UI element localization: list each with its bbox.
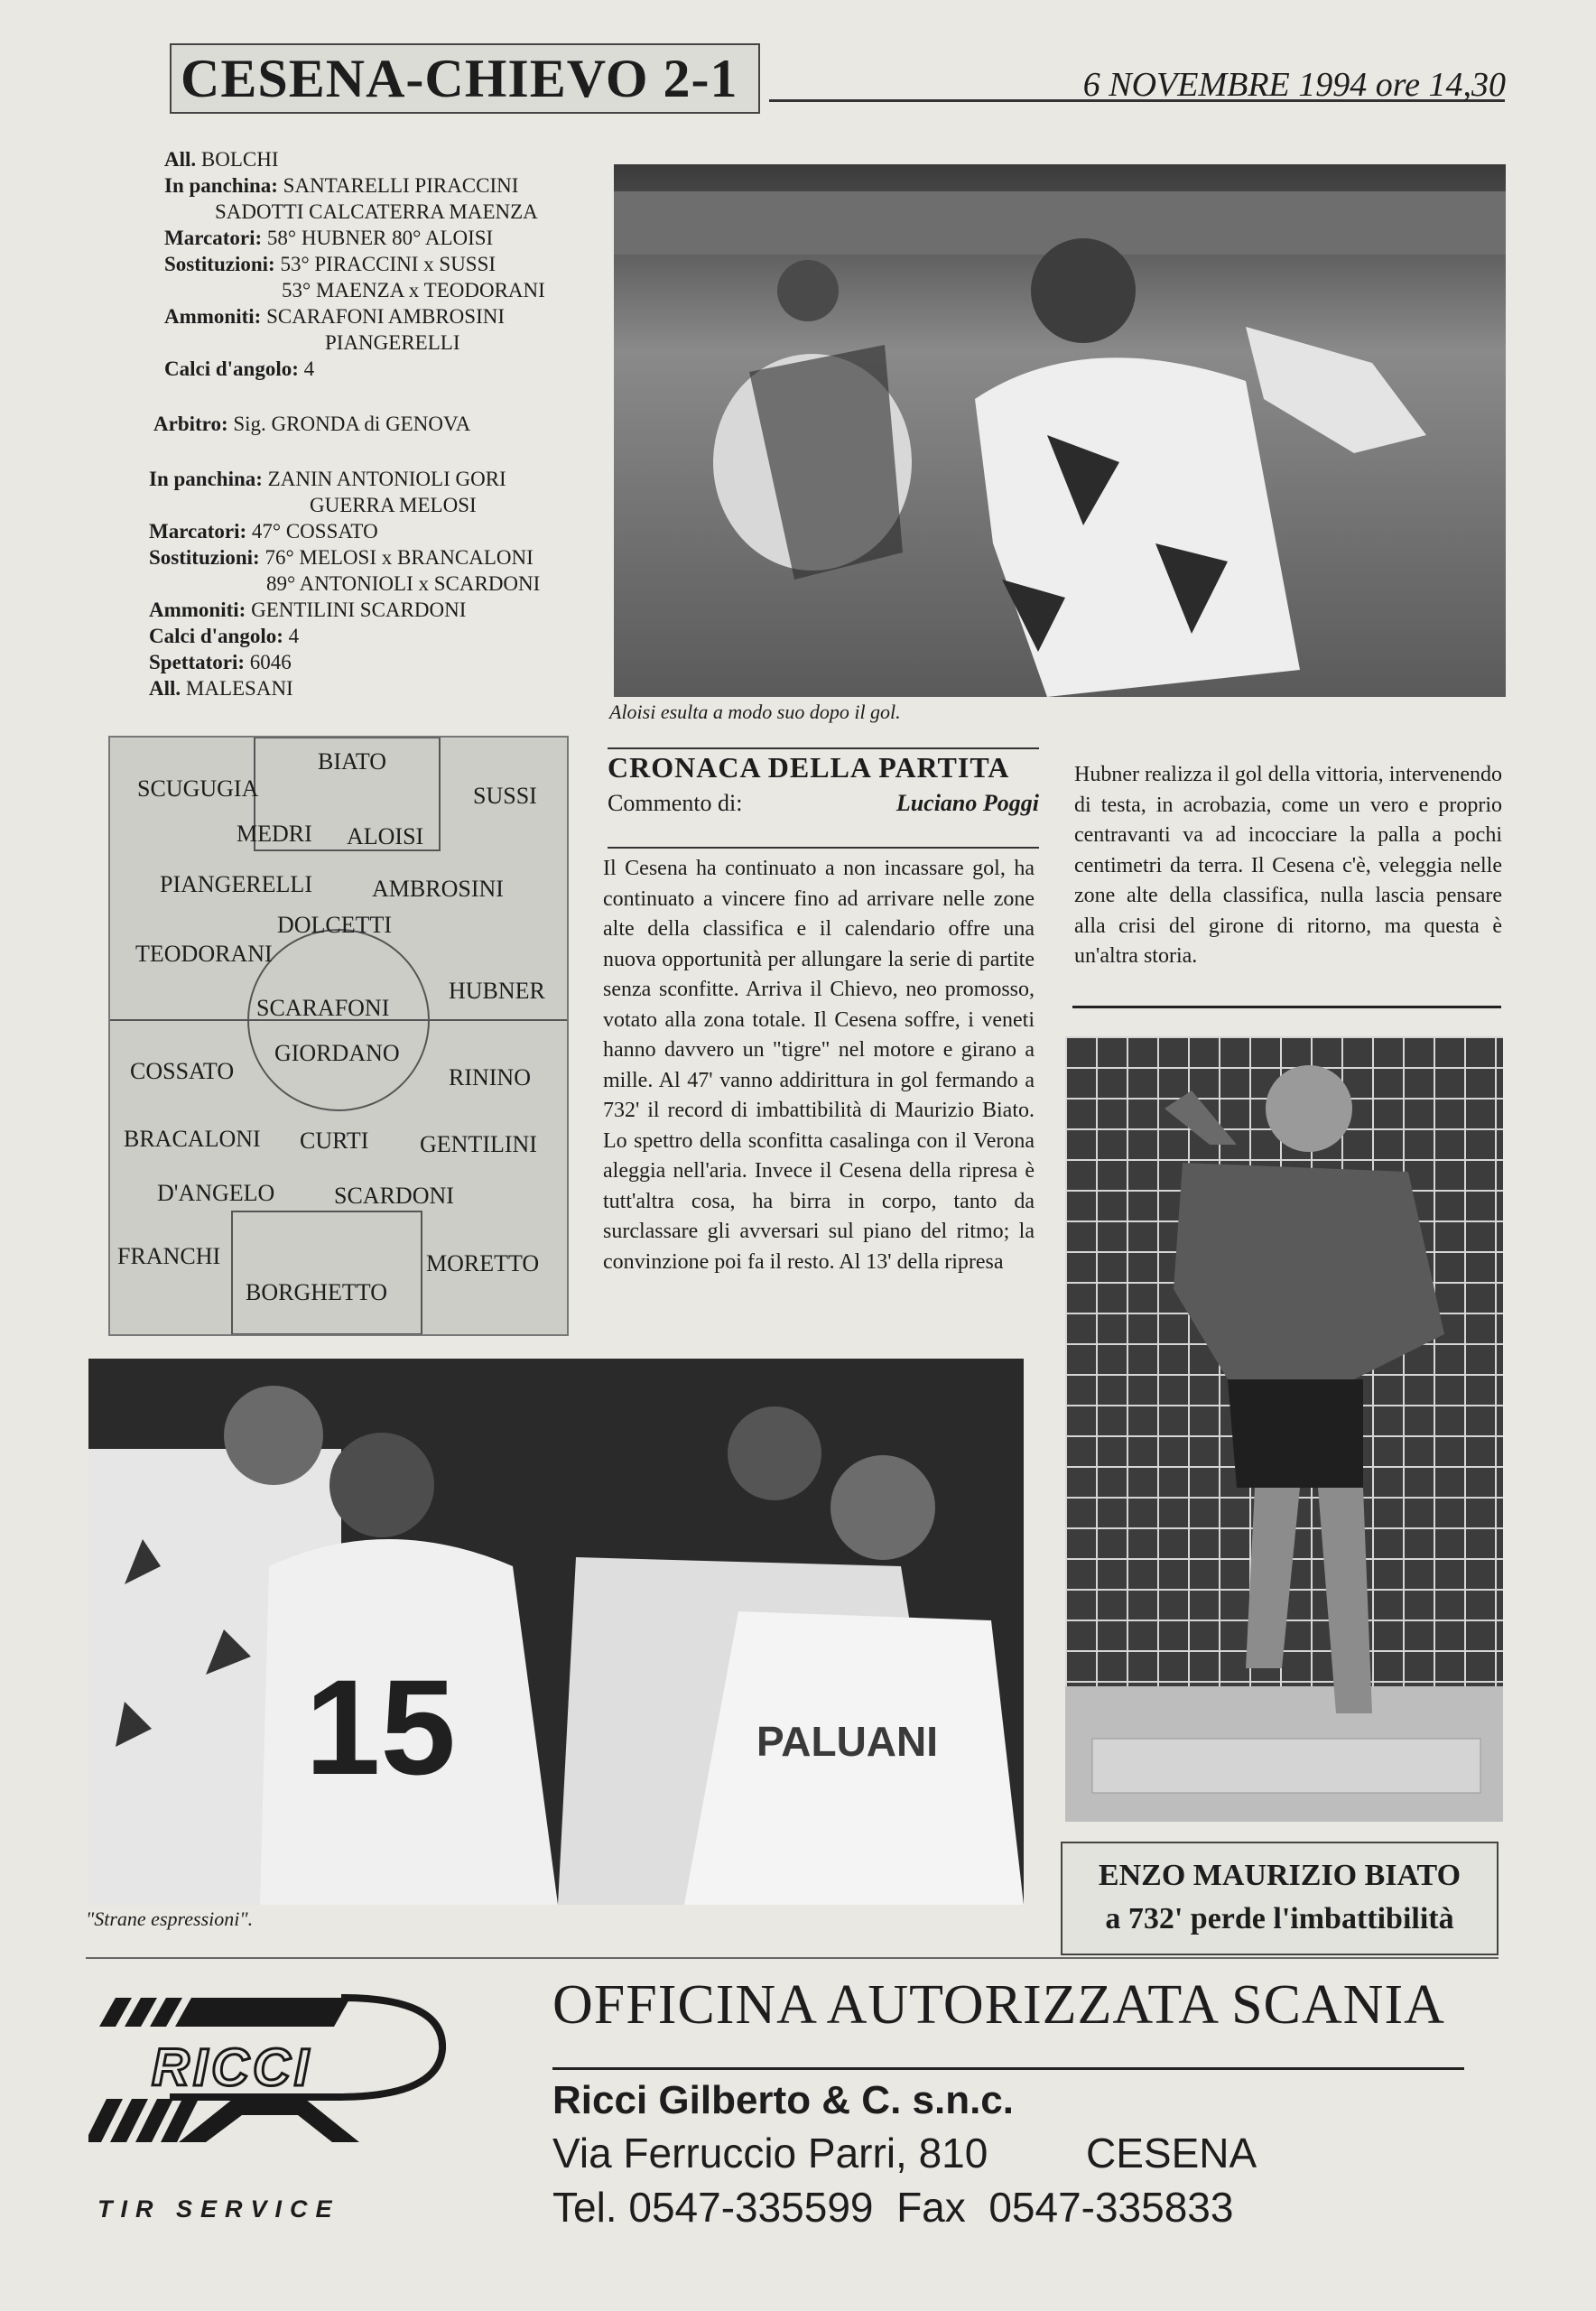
caption-top-photo: Aloisi esulta a modo suo dopo il gol. xyxy=(609,701,901,723)
article-column-1: Il Cesena ha continuato a non incassare gol, ha continuato a vincere fino ad arrivare nelle zone alte della classifica e il calendario offre una nuova opportunità per allungare la serie di partite senza sconfitte. Arriva il Chievo, neo promosso, votato alla zona totale. Il Cesena soffre, i veneti hanno davvero un "tigre" nel motore e girano a mille. Al 47' vanno addirittura in gol fermando a 732' il record di imbattibilità di Maurizio Biato. Lo spettro della sconfitta casalinga con il Verona aleggia nell'aria. Invece il Cesena della ripresa è tutt'altra cosa, ha birra in corpo, tanto da surclassare gli avversari sul piano del ritmo; la convinzione poi fa il resto. Al 13' della ripresa xyxy=(603,857,1035,1274)
player-dangelo: D'ANGELO xyxy=(157,1180,275,1206)
player-dolcetti: DOLCETTI xyxy=(277,912,393,938)
ad-city: CESENA xyxy=(1086,2130,1257,2176)
spectators: Spettatori: 6046 xyxy=(149,651,292,673)
match-title: CESENA-CHIEVO 2-1 xyxy=(181,49,738,108)
ad-title: OFFICINA AUTORIZZATA SCANIA xyxy=(552,1974,1445,2036)
player-aloisi: ALOISI xyxy=(347,823,424,849)
ad-tagline: TIR SERVICE xyxy=(97,2195,340,2223)
cesena-scorers: Marcatori: 58° HUBNER 80° ALOISI xyxy=(164,227,494,249)
cesena-booked: Ammoniti: SCARAFONI AMBROSINI xyxy=(164,305,505,328)
cesena-corners: Calci d'angolo: 4 xyxy=(164,357,315,380)
article-column-2: Hubner realizza il gol della vittoria, intervenendo di testa, in acrobazia, come un vero e proprio centravanti va ad incocciare la palla a pochi centimetri da terra. Il Cesena c'è, veleggia nelle zone alte della classifica, nulla lascia pensare alla crisi del girone di ritorno, ma questa è un'altra storia. xyxy=(1074,763,1502,968)
player-scardoni: SCARDONI xyxy=(334,1183,454,1209)
player-sussi: SUSSI xyxy=(473,783,537,809)
chievo-info: In panchina: ZANIN ANTONIOLI GORI GUERRA MELOSI Marcatori: 47° COSSATO Sostituzioni: 76° MELOSI x BRANCALONI 89° ANTONIOLI x SCARDONI Ammoniti: GENTILINI SCARDONI Calci d'angolo: 4 Spettatori: 6046 All. MALESANI xyxy=(149,466,582,701)
svg-text:PALUANI: PALUANI xyxy=(756,1718,939,1765)
player-medri: MEDRI xyxy=(237,821,312,847)
chievo-corners: Calci d'angolo: 4 xyxy=(149,625,300,647)
biato-headline-box xyxy=(1061,1842,1499,1955)
chievo-subs: Sostituzioni: 76° MELOSI x BRANCALONI xyxy=(149,546,534,569)
title-box xyxy=(170,43,760,114)
player-scugugia: SCUGUGIA xyxy=(137,775,259,802)
article-rule-bottom xyxy=(608,847,1039,849)
biato-headline-line1: ENZO MAURIZIO BIATO xyxy=(1098,1859,1461,1892)
article-rule-top xyxy=(608,747,1039,749)
cesena-info: All. BOLCHI In panchina: SANTARELLI PIRACCINI SADOTTI CALCATERRA MAENZA Marcatori: 58° HUBNER 80° ALOISI Sostituzioni: 53° PIRACCINI x SUSSI 53° MAENZA x TEODORANI Ammoniti: SCARAFONI AMBROSINI PIANGERELLI Calci d'angolo: 4 xyxy=(164,146,589,382)
ricci-logo xyxy=(88,1991,450,2180)
chievo-scorers: Marcatori: 47° COSSATO xyxy=(149,520,378,543)
chievo-coach: All. MALESANI xyxy=(149,677,293,700)
biato-headline-line2: a 732' perde l'imbattibilità xyxy=(1105,1902,1454,1935)
article-header xyxy=(608,751,1039,817)
player-bracaloni: BRACALONI xyxy=(124,1126,261,1152)
player-teodorani: TEODORANI xyxy=(135,941,273,967)
match-date: 6 NOVEMBRE 1994 ore 14,30 xyxy=(1082,66,1506,104)
cesena-subs: Sostituzioni: 53° PIRACCINI x SUSSI xyxy=(164,253,496,275)
player-franchi: FRANCHI xyxy=(117,1243,221,1269)
referee: Arbitro: Sig. GRONDA di GENOVA xyxy=(153,413,471,435)
svg-text:15: 15 xyxy=(305,1651,456,1803)
chievo-bench: In panchina: ZANIN ANTONIOLI GORI xyxy=(149,468,506,490)
column-2-rule xyxy=(1072,1006,1501,1008)
chievo-booked: Ammoniti: GENTILINI SCARDONI xyxy=(149,599,467,621)
photo-aloisi-celebration xyxy=(614,164,1506,697)
ad-top-rule xyxy=(86,1957,1499,1959)
cesena-coach: All. BOLCHI xyxy=(164,148,279,171)
player-giordano: GIORDANO xyxy=(274,1040,400,1066)
ricci-logo-text: RICCI xyxy=(152,2038,312,2097)
player-rinino: RININO xyxy=(449,1064,531,1091)
cesena-bench: In panchina: SANTARELLI PIRACCINI xyxy=(164,174,519,197)
player-piangerelli: PIANGERELLI xyxy=(160,871,312,897)
caption-bottom-photo: "Strane espressioni". xyxy=(86,1907,254,1930)
player-moretto: MORETTO xyxy=(426,1250,540,1276)
player-borghetto: BORGHETTO xyxy=(246,1279,387,1305)
ad-phone: Tel. 0547-335599 Fax 0547-335833 xyxy=(552,2184,1234,2231)
ad-title-rule xyxy=(552,2067,1464,2070)
article-author: Luciano Poggi xyxy=(895,790,1039,816)
player-ambrosini: AMBROSINI xyxy=(372,876,504,902)
player-curti: CURTI xyxy=(300,1128,369,1154)
article-byline: Commento di: Luciano Poggi xyxy=(608,790,1039,816)
photo-goalkeeper-biato xyxy=(1065,1036,1503,1822)
player-cossato: COSSATO xyxy=(130,1058,235,1084)
player-gentilini: GENTILINI xyxy=(420,1131,537,1157)
ad-company: Ricci Gilberto & C. s.n.c. xyxy=(552,2078,1015,2122)
article-kicker: CRONACA DELLA PARTITA xyxy=(608,751,1010,784)
lineup-diagram xyxy=(108,736,569,1336)
ad-address: Via Ferruccio Parri, 810 xyxy=(552,2130,988,2176)
player-hubner: HUBNER xyxy=(449,978,545,1004)
player-biato: BIATO xyxy=(318,748,387,775)
player-scarafoni: SCARAFONI xyxy=(256,995,390,1021)
photo-strange-expressions xyxy=(88,1359,1024,1905)
